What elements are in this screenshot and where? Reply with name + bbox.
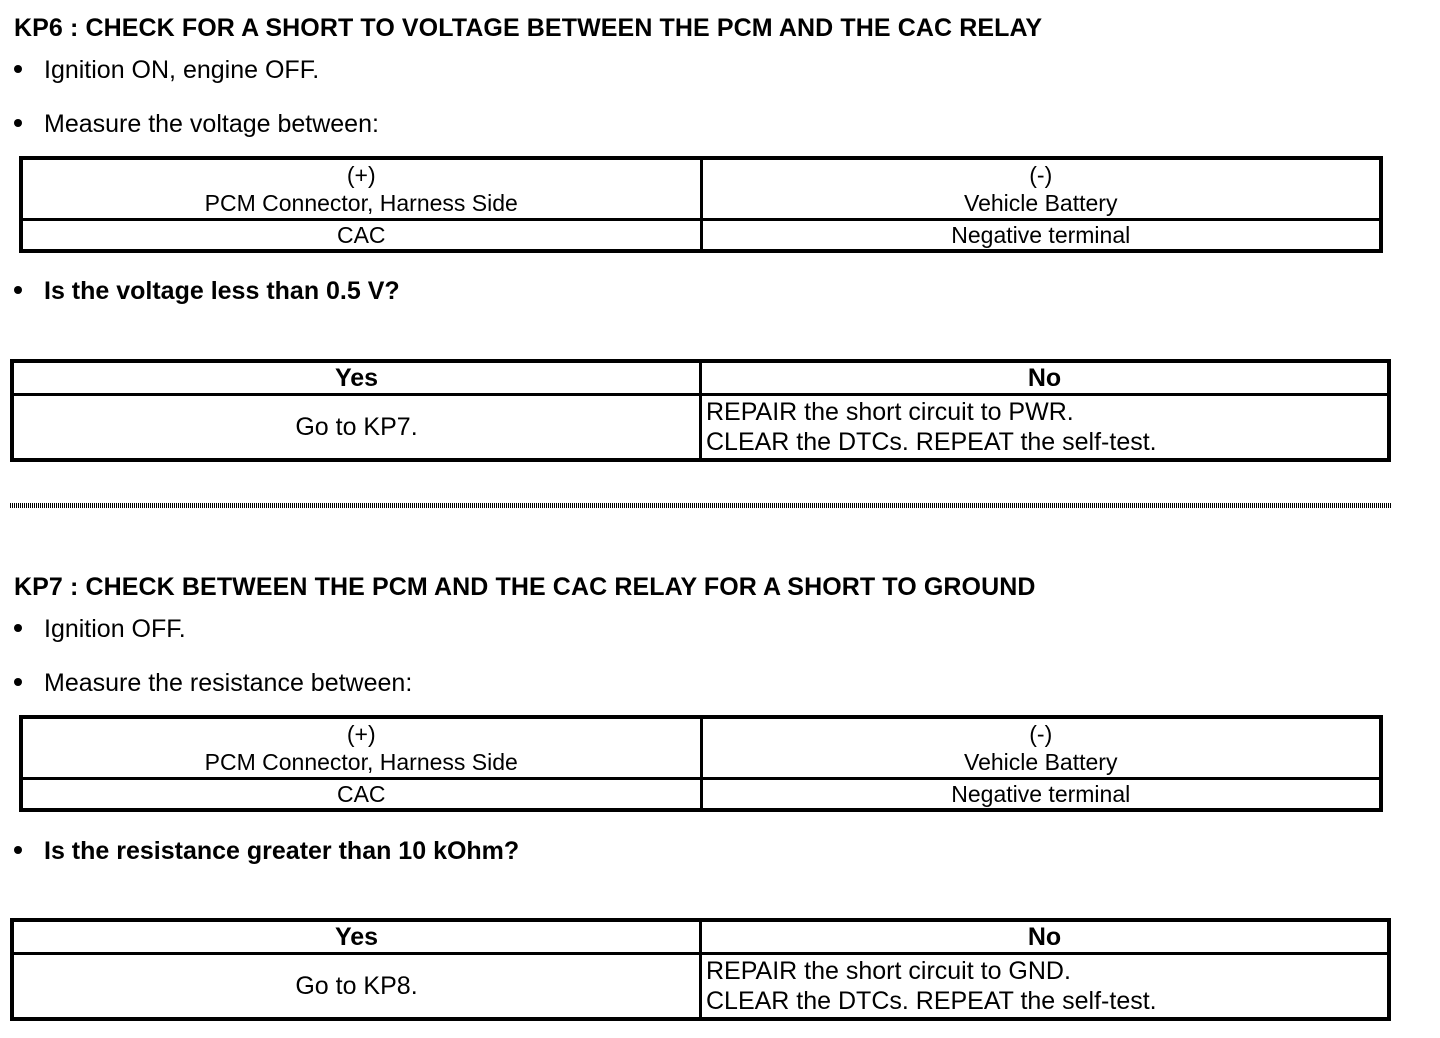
kp6-step-ignition xyxy=(14,55,319,85)
plus-symbol: (+) xyxy=(346,162,376,188)
minus-label: Vehicle Battery xyxy=(964,190,1118,216)
kp7-step-text: Ignition OFF. xyxy=(44,615,186,643)
kp6-measure-table xyxy=(19,156,1383,253)
table-row xyxy=(21,220,1381,252)
plus-header-cell xyxy=(21,717,701,779)
minus-value-cell: Negative terminal xyxy=(701,220,1381,252)
kp6-step-text: Measure the voltage between: xyxy=(44,110,379,138)
bullet-icon xyxy=(14,624,22,632)
no-action-line-1: REPAIR the short circuit to PWR. xyxy=(706,398,1074,426)
kp7-title: KP7 : CHECK BETWEEN THE PCM AND THE CAC RELAY FOR A SHORT TO GROUND xyxy=(14,573,1036,601)
kp6-title: KP6 : CHECK FOR A SHORT TO VOLTAGE BETWEEN THE PCM AND THE CAC RELAY xyxy=(14,14,1043,42)
minus-value-cell: Negative terminal xyxy=(701,779,1381,811)
kp7-question xyxy=(14,836,519,866)
bullet-icon xyxy=(14,119,22,127)
table-row xyxy=(12,954,1389,1020)
no-header: No xyxy=(701,920,1390,954)
table-row xyxy=(21,779,1381,811)
minus-label: Vehicle Battery xyxy=(964,749,1118,775)
kp7-step-ignition xyxy=(14,614,186,644)
kp7-measure-table xyxy=(19,715,1383,812)
kp7-step-measure xyxy=(14,668,412,698)
table-header-row xyxy=(12,920,1389,954)
kp7-question-text: Is the resistance greater than 10 kOhm? xyxy=(44,837,520,865)
yes-action: Go to KP8. xyxy=(12,954,701,1020)
yes-action: Go to KP7. xyxy=(12,395,701,461)
bullet-icon xyxy=(14,678,22,686)
kp7-step-text: Measure the resistance between: xyxy=(44,669,413,697)
no-header: No xyxy=(701,361,1390,395)
bullet-icon xyxy=(14,846,22,854)
table-row xyxy=(12,395,1389,461)
no-action-line-1: REPAIR the short circuit to GND. xyxy=(706,957,1071,985)
minus-symbol: (-) xyxy=(1029,721,1053,747)
no-action xyxy=(701,954,1390,1020)
kp7-result-table xyxy=(10,918,1391,1021)
minus-symbol: (-) xyxy=(1029,162,1053,188)
plus-label: PCM Connector, Harness Side xyxy=(204,190,518,216)
kp6-question-text: Is the voltage less than 0.5 V? xyxy=(44,277,400,305)
table-header-row xyxy=(12,361,1389,395)
plus-symbol: (+) xyxy=(346,721,376,747)
kp6-step-measure xyxy=(14,109,379,139)
plus-label: PCM Connector, Harness Side xyxy=(204,749,518,775)
minus-header-cell xyxy=(701,717,1381,779)
kp6-question xyxy=(14,276,400,306)
yes-header: Yes xyxy=(12,361,701,395)
minus-header-cell xyxy=(701,158,1381,220)
no-action xyxy=(701,395,1390,461)
no-action-line-2: CLEAR the DTCs. REPEAT the self-test. xyxy=(706,428,1157,456)
bullet-icon xyxy=(14,65,22,73)
section-divider xyxy=(10,503,1391,508)
yes-header: Yes xyxy=(12,920,701,954)
bullet-icon xyxy=(14,286,22,294)
plus-value-cell: CAC xyxy=(21,220,701,252)
table-header-row xyxy=(21,717,1381,779)
table-header-row xyxy=(21,158,1381,220)
kp6-result-table xyxy=(10,359,1391,462)
no-action-line-2: CLEAR the DTCs. REPEAT the self-test. xyxy=(706,987,1157,1015)
plus-header-cell xyxy=(21,158,701,220)
plus-value-cell: CAC xyxy=(21,779,701,811)
kp6-step-text: Ignition ON, engine OFF. xyxy=(44,56,320,84)
